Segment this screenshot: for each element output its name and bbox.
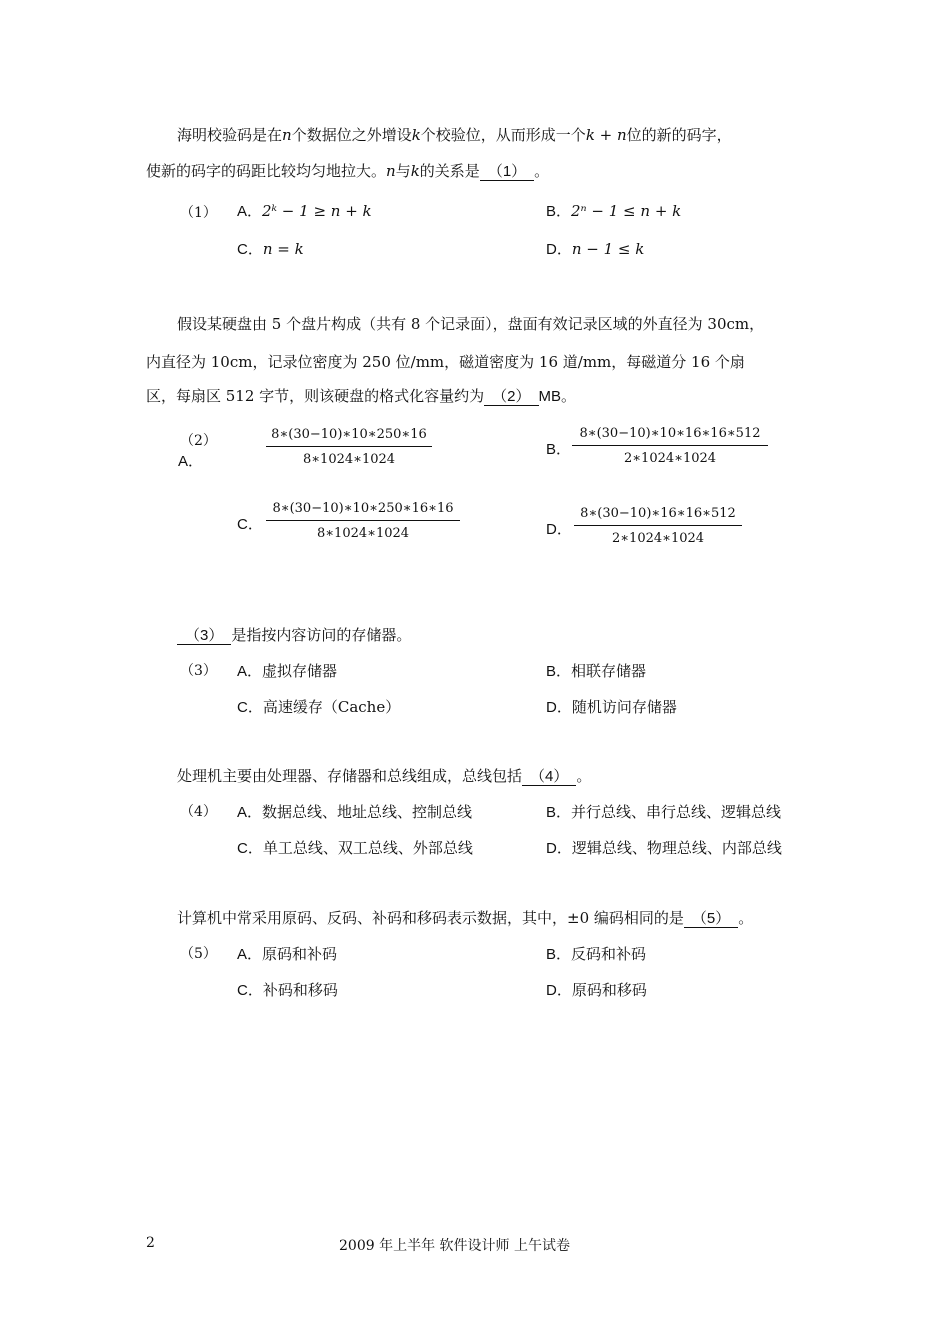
q5-option-d[interactable] xyxy=(546,979,647,1000)
fraction-denominator: 2∗1024∗1024 xyxy=(623,451,717,466)
q2-option-d-fraction[interactable] xyxy=(574,506,742,546)
q1-text: 。 xyxy=(534,162,550,180)
fraction-numerator: 8∗(30−10)∗10∗250∗16 xyxy=(266,427,432,447)
q2-option-a-label[interactable]: A． xyxy=(178,453,204,470)
q4-option-a[interactable] xyxy=(237,801,472,822)
fraction-numerator: 8∗(30−10)∗16∗16∗512 xyxy=(574,506,742,526)
q1-text: 个数据位之外增设 xyxy=(291,126,412,144)
option-label: B． xyxy=(546,946,572,963)
q4-stem xyxy=(177,765,591,786)
option-label: A． xyxy=(237,946,263,963)
q1-var-k: k xyxy=(411,126,421,144)
q1-text: 个校验位，从而形成一个 xyxy=(420,126,586,144)
option-text: 反码和补码 xyxy=(571,945,647,963)
fraction-denominator: 8∗1024∗1024 xyxy=(316,526,410,541)
q5-text: 。 xyxy=(738,909,754,927)
option-text: 单工总线、双工总线、外部总线 xyxy=(262,839,473,857)
q2-answer-blank[interactable]: （2） xyxy=(484,388,538,406)
q3-text: 是指按内容访问的存储器。 xyxy=(231,626,412,644)
q3-stem xyxy=(177,624,411,645)
q5-option-a[interactable] xyxy=(237,943,337,964)
q1-text: 海明校验码是在 xyxy=(177,126,283,144)
q1-text: 使新的码字的码距比较均匀地拉大。 xyxy=(146,162,387,180)
q5-option-c[interactable] xyxy=(237,979,338,1000)
option-text: 相联存储器 xyxy=(571,662,647,680)
q2-text: 区，每扇区 512 字节，则该硬盘的格式化容量约为 xyxy=(146,387,485,405)
q3-option-a[interactable] xyxy=(237,660,337,681)
q1-option-d[interactable] xyxy=(546,238,644,259)
option-label: D． xyxy=(546,840,572,857)
fraction-denominator: 8∗1024∗1024 xyxy=(302,452,396,467)
option-label: B． xyxy=(546,663,572,680)
option-label: A． xyxy=(237,663,263,680)
option-label: A． xyxy=(237,804,263,821)
option-text: 补码和移码 xyxy=(262,981,338,999)
option-label: C． xyxy=(237,699,263,716)
q2-option-b-label[interactable]: B． xyxy=(546,441,572,458)
option-label: D． xyxy=(546,699,572,716)
q1-option-b[interactable] xyxy=(546,200,681,221)
q5-stem xyxy=(177,907,753,928)
q2-line2: 内直径为 10cm，记录位密度为 250 位/mm，磁道密度为 16 道/mm，每磁道分 16 个扇 xyxy=(146,353,745,371)
option-label: C． xyxy=(237,840,263,857)
q5-option-b[interactable] xyxy=(546,943,646,964)
option-text: 原码和补码 xyxy=(262,945,338,963)
fraction-numerator: 8∗(30−10)∗10∗16∗16∗512 xyxy=(572,426,768,446)
option-text: 原码和移码 xyxy=(571,981,647,999)
q4-option-b[interactable] xyxy=(546,801,781,822)
q1-text: 的关系是 xyxy=(419,162,480,180)
q2-number: （2） xyxy=(180,433,217,449)
q3-answer-blank[interactable]: （3） xyxy=(177,627,231,645)
option-text: 随机访问存储器 xyxy=(571,698,677,716)
q2-line1: 假设某硬盘由 5 个盘片构成（共有 8 个记录面），盘面有效记录区域的外直径为 30cm， xyxy=(177,315,765,333)
q1-line1 xyxy=(177,124,732,145)
option-text: 2ᵏ − 1 ≥ n + k xyxy=(262,202,372,220)
option-label: B． xyxy=(546,804,572,821)
option-label: D． xyxy=(546,982,572,999)
q2-option-b-fraction[interactable] xyxy=(572,426,768,466)
q3-number: （3） xyxy=(180,663,217,679)
footer-title: 2009 年上半年 软件设计师 上午试卷 xyxy=(339,1238,570,1254)
page-number: 2 xyxy=(146,1235,155,1251)
q1-expr: k + n xyxy=(585,126,627,144)
q1-var-k: k xyxy=(410,162,420,180)
q5-text: 计算机中常采用原码、反码、补码和移码表示数据，其中，±0 编码相同的是 xyxy=(177,909,684,927)
q1-number: （1） xyxy=(180,205,217,221)
q2-option-d-label[interactable]: D． xyxy=(546,521,572,538)
q2-option-c-label[interactable]: C． xyxy=(237,516,263,533)
q2-text: MB。 xyxy=(538,388,577,405)
fraction-numerator: 8∗(30−10)∗10∗250∗16∗16 xyxy=(266,501,460,521)
q1-var-n: n xyxy=(282,126,292,144)
q1-line2 xyxy=(146,160,549,181)
option-text: 逻辑总线、物理总线、内部总线 xyxy=(571,839,782,857)
q1-option-a[interactable] xyxy=(237,200,372,221)
q2-option-c-fraction[interactable] xyxy=(266,501,460,541)
q2-line3 xyxy=(146,385,576,406)
option-label: C． xyxy=(237,241,263,258)
q1-var-n: n xyxy=(386,162,396,180)
q5-number: （5） xyxy=(180,946,217,962)
q4-option-c[interactable] xyxy=(237,837,473,858)
q4-number: （4） xyxy=(180,804,217,820)
option-text: n = k xyxy=(262,240,304,258)
q3-option-d[interactable] xyxy=(546,696,677,717)
q5-answer-blank[interactable]: （5） xyxy=(684,910,738,928)
q1-text: 位的新的码字， xyxy=(626,126,732,144)
option-label: D． xyxy=(546,241,572,258)
option-label: A． xyxy=(237,203,263,220)
option-text: 虚拟存储器 xyxy=(262,662,338,680)
q4-text: 。 xyxy=(576,767,592,785)
option-text: 数据总线、地址总线、控制总线 xyxy=(262,803,473,821)
q1-answer-blank[interactable]: （1） xyxy=(480,163,534,181)
option-text: 高速缓存（Cache） xyxy=(262,698,401,716)
option-text: 并行总线、串行总线、逻辑总线 xyxy=(571,803,782,821)
q4-text: 处理机主要由处理器、存储器和总线组成，总线包括 xyxy=(177,767,523,785)
option-text: n − 1 ≤ k xyxy=(571,240,645,258)
option-label: B． xyxy=(546,203,572,220)
q2-option-a-fraction[interactable] xyxy=(266,427,432,467)
q3-option-b[interactable] xyxy=(546,660,646,681)
q1-option-c[interactable] xyxy=(237,238,304,259)
q3-option-c[interactable] xyxy=(237,696,400,717)
fraction-denominator: 2∗1024∗1024 xyxy=(611,531,705,546)
q4-option-d[interactable] xyxy=(546,837,782,858)
q4-answer-blank[interactable]: （4） xyxy=(522,768,576,786)
option-label: C． xyxy=(237,982,263,999)
option-text: 2ⁿ − 1 ≤ n + k xyxy=(571,202,682,220)
q1-text: 与 xyxy=(395,162,411,180)
